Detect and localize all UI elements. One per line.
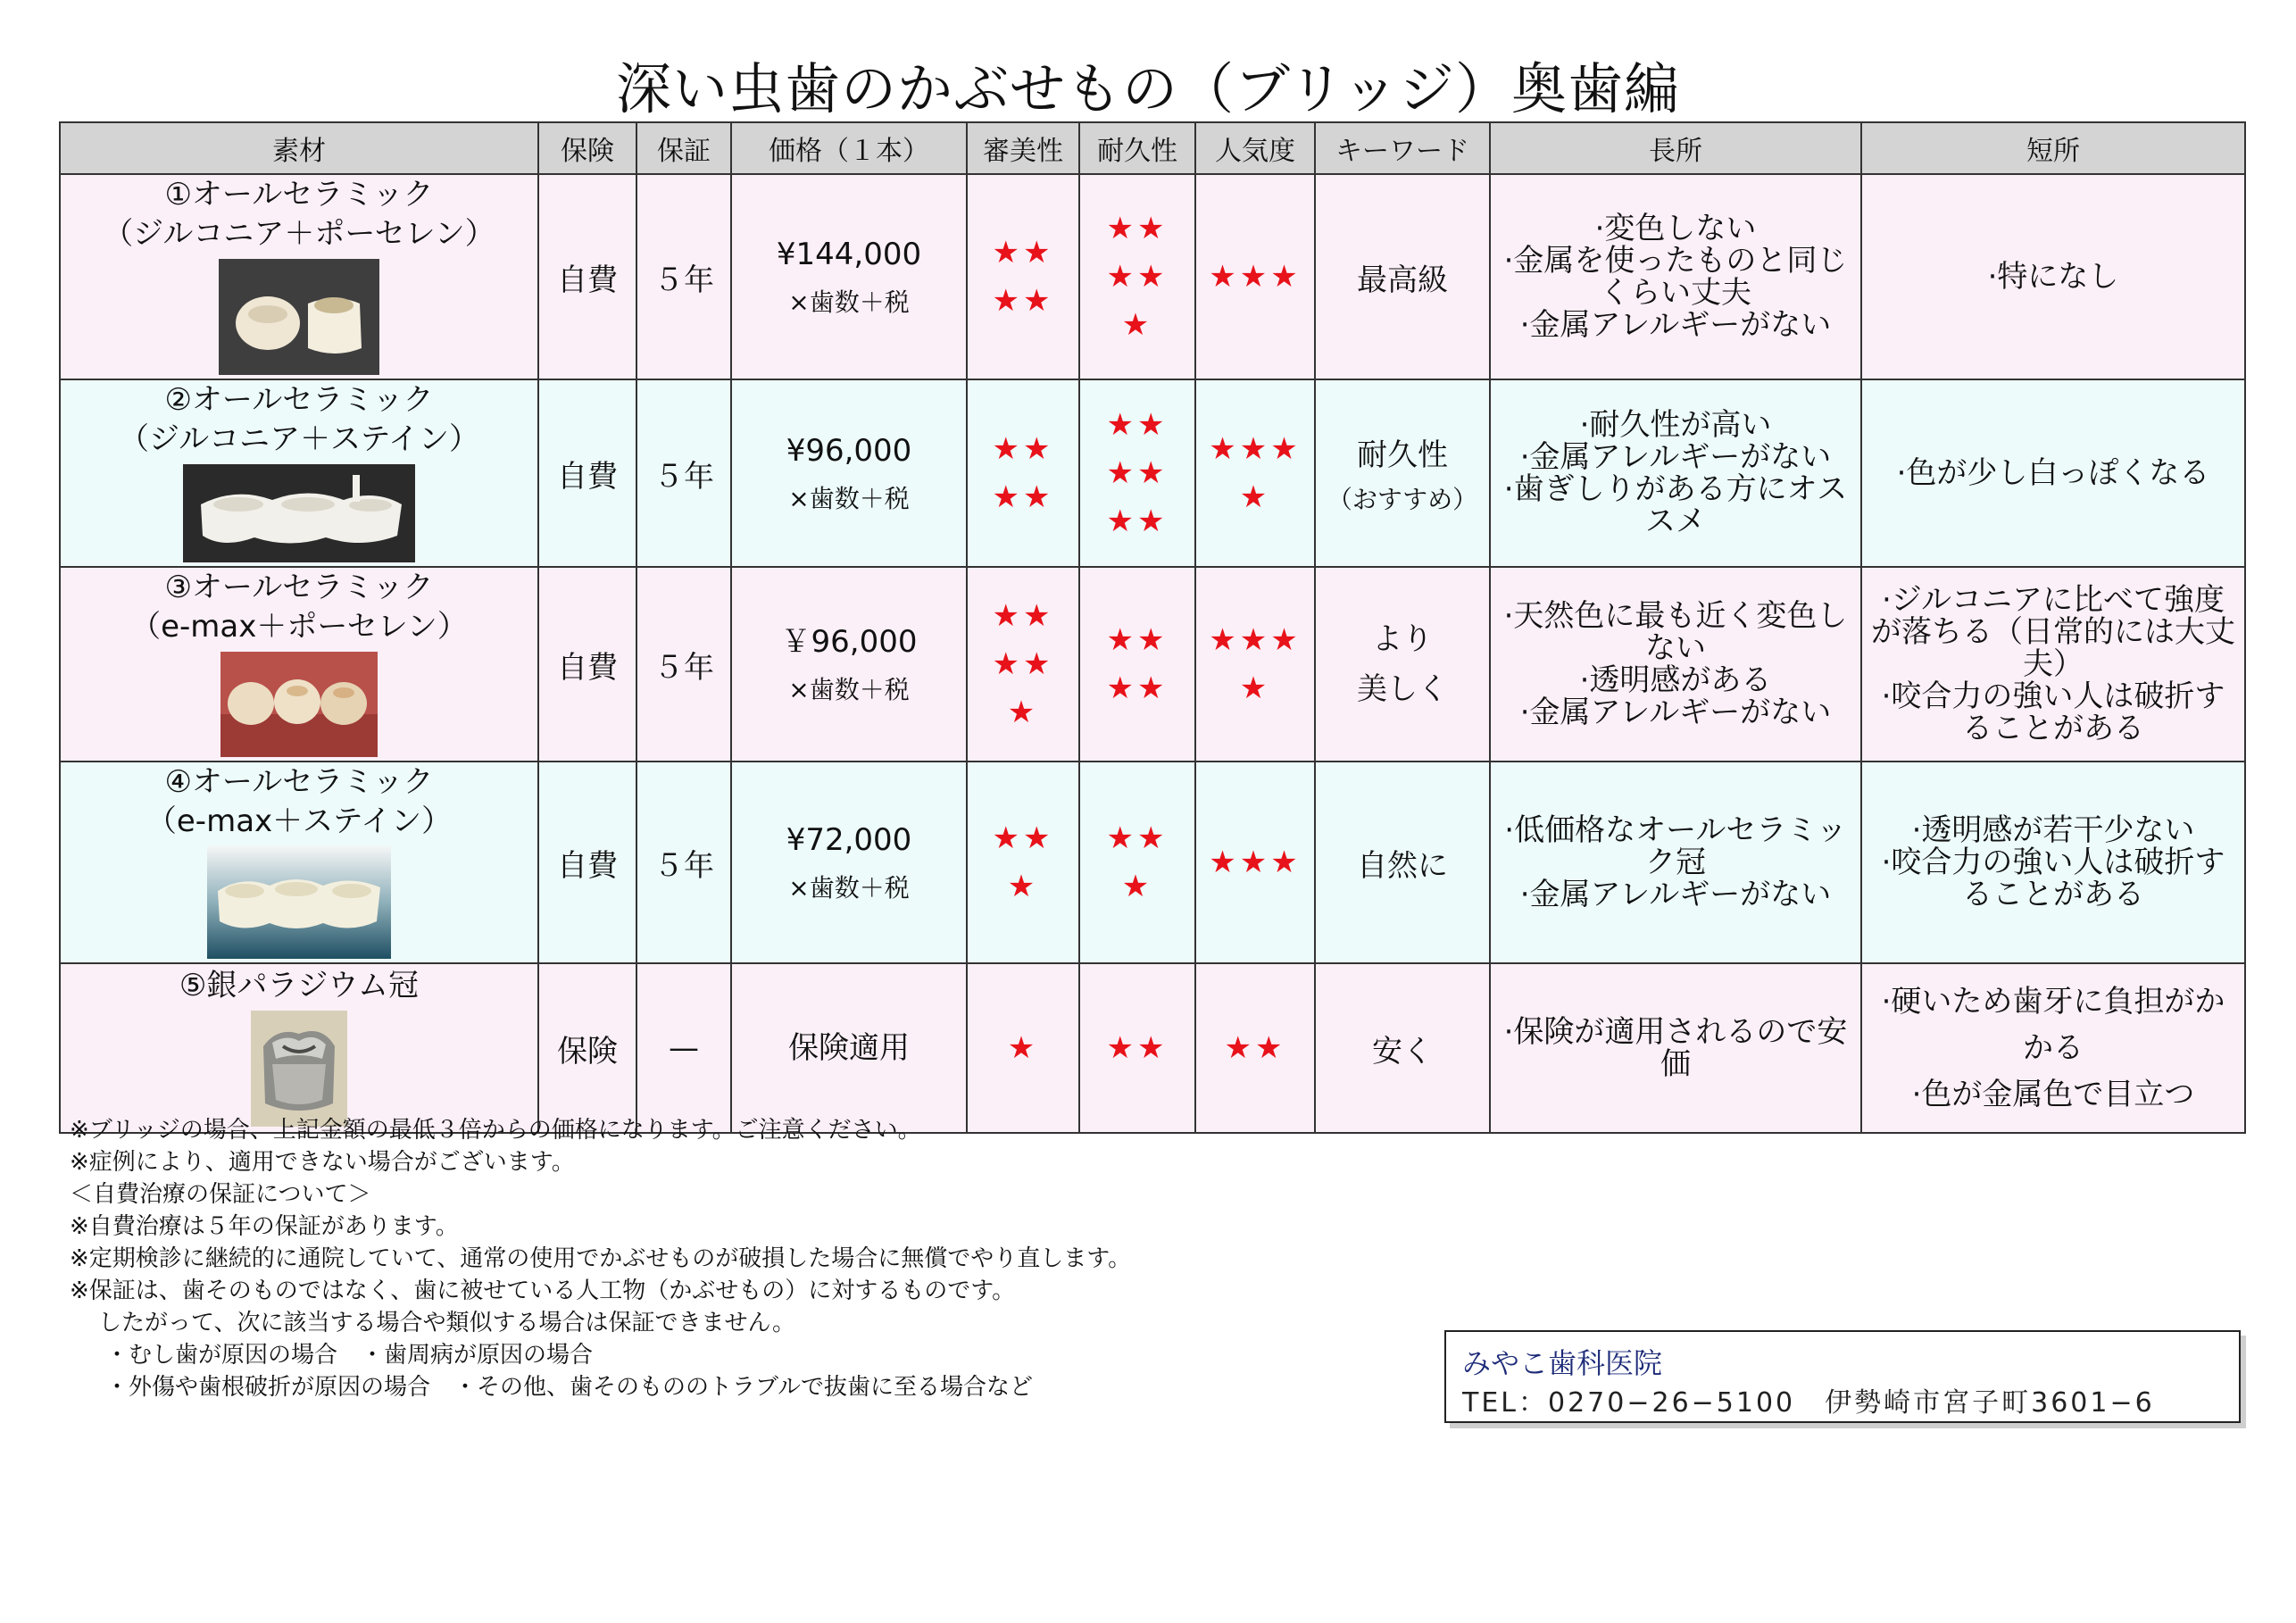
price-value: 保険適用	[788, 1030, 910, 1066]
price-cell	[731, 379, 967, 567]
cons-item: ·咬合力の強い人は破折することがある	[1881, 678, 2225, 746]
cons-item: ·色が金属色で目立つ	[1911, 1077, 2195, 1112]
page-title: 深い虫歯のかぶせもの（ブリッジ）奥歯編	[615, 56, 1681, 121]
star-line: ★★	[992, 235, 1054, 270]
header-cons: 短所	[1861, 122, 2245, 174]
material-cell	[60, 567, 538, 762]
footnotes	[70, 1114, 1131, 1403]
pros-item: ·金属アレルギーがない	[1519, 307, 1832, 343]
durability-rating	[1079, 762, 1195, 963]
price-note: ×歯数＋税	[788, 675, 910, 704]
durability-rating	[1079, 567, 1195, 762]
keyword-text-line2: 美しく	[1357, 671, 1448, 707]
star-line: ★★	[992, 820, 1054, 856]
pros-cell	[1490, 762, 1861, 963]
header-pros: 長所	[1490, 122, 1861, 174]
header-keyword: キーワード	[1315, 122, 1490, 174]
keyword-subtext: （おすすめ）	[1327, 485, 1478, 514]
star-line: ★★	[992, 598, 1054, 634]
header-material: 素材	[60, 122, 538, 174]
clinic-name: みやこ歯科医院	[1462, 1346, 1663, 1380]
keyword-cell	[1315, 174, 1490, 379]
keyword-cell	[1315, 567, 1490, 762]
price-value: ¥144,000	[776, 237, 922, 272]
insurance-cell: 自費	[538, 379, 636, 567]
header-insurance: 保険	[538, 122, 636, 174]
popularity-rating	[1195, 174, 1315, 379]
pros-cell	[1490, 379, 1861, 567]
bridge-photo	[183, 464, 415, 562]
aesthetic-rating	[967, 567, 1079, 762]
cons-item: ·ジルコニアに比べて強度が落ちる（日常的には大丈夫）	[1871, 582, 2235, 682]
pros-item: ·金属アレルギーがない	[1519, 695, 1832, 730]
material-cell	[60, 963, 538, 1133]
cons-cell	[1861, 379, 2245, 567]
star-line: ★	[1239, 479, 1271, 515]
aesthetic-rating	[967, 174, 1079, 379]
price-value: ¥96,000	[786, 433, 912, 469]
pros-cell	[1490, 963, 1861, 1133]
popularity-rating	[1195, 963, 1315, 1133]
pros-cell	[1490, 567, 1861, 762]
material-subname: （e-max＋ポーセレン）	[130, 609, 468, 645]
star-line: ★★★	[1209, 622, 1302, 658]
bridge-photo	[207, 846, 391, 959]
material-subname: （e-max＋ステイン）	[146, 803, 453, 839]
price-note: ×歯数＋税	[788, 873, 910, 903]
star-line: ★	[1007, 869, 1039, 904]
star-line: ★★	[992, 646, 1054, 682]
table-row	[60, 174, 2245, 379]
pros-item: ·歯ぎしりがある方にオススメ	[1503, 471, 1848, 539]
header-popularity: 人気度	[1195, 122, 1315, 174]
table-header-row	[60, 122, 2245, 174]
footnote: ※定期検診に継続的に通院していて、通常の使用でかぶせものが破損した場合に無償でやり直します。	[70, 1245, 1132, 1272]
star-line: ★	[1121, 307, 1153, 343]
insurance-cell: 自費	[538, 174, 636, 379]
star-line: ★★	[1224, 1030, 1286, 1066]
pros-item: ·金属アレルギーがない	[1519, 877, 1832, 912]
footnote: ※自費治療は５年の保証があります。	[70, 1213, 459, 1240]
warranty-cell: ５年	[636, 174, 731, 379]
pros-item: ·変色しない	[1594, 211, 1757, 246]
header-price: 価格（１本）	[731, 122, 967, 174]
popularity-rating	[1195, 567, 1315, 762]
star-line: ★★	[1106, 211, 1169, 246]
pros-item: ·耐久性が高い	[1579, 407, 1772, 443]
header-warranty: 保証	[636, 122, 731, 174]
insurance-cell: 自費	[538, 567, 636, 762]
keyword-cell	[1315, 762, 1490, 963]
price-value: ¥72,000	[786, 822, 912, 858]
star-line: ★★★	[1209, 259, 1302, 295]
cons-item: ·透明感が若干少ない	[1911, 812, 2195, 848]
footnote-bullet: ・むし歯が原因の場合 ・歯周病が原因の場合	[105, 1342, 594, 1369]
cons-item: ·咬合力の強い人は破折することがある	[1881, 845, 2225, 912]
price-note: ×歯数＋税	[788, 287, 910, 317]
table-row	[60, 762, 2245, 963]
material-name: ②オールセラミック	[164, 382, 434, 418]
cons-item: ·色が少し白っぽくなる	[1896, 455, 2210, 491]
material-name: ⑤銀パラジウム冠	[179, 968, 420, 1003]
footnote: ※保証は、歯そのものではなく、歯に被せている人工物（かぶせもの）に対するものです。	[70, 1278, 1016, 1304]
keyword-text: 最高級	[1357, 262, 1448, 298]
price-value: ￥96,000	[780, 624, 918, 660]
insurance-cell: 保険	[538, 963, 636, 1133]
material-cell	[60, 379, 538, 567]
crown-photo	[219, 259, 379, 375]
keyword-text: 安く	[1372, 1033, 1433, 1070]
star-line: ★★	[1106, 455, 1169, 491]
aesthetic-rating	[967, 379, 1079, 567]
star-line: ★	[1007, 695, 1039, 730]
material-name: ①オールセラミック	[164, 177, 434, 212]
pros-cell	[1490, 174, 1861, 379]
table-row	[60, 567, 2245, 762]
cons-cell	[1861, 762, 2245, 963]
keyword-cell	[1315, 963, 1490, 1133]
popularity-rating	[1195, 379, 1315, 567]
star-line: ★	[1121, 869, 1153, 904]
star-line: ★★	[1106, 1030, 1169, 1066]
keyword-text: 耐久性	[1357, 437, 1448, 473]
price-cell	[731, 174, 967, 379]
pros-item: ·低価格なオールセラミック冠	[1504, 812, 1847, 880]
material-name: ④オールセラミック	[164, 764, 434, 800]
pros-item: ·金属を使ったものと同じくらい丈夫	[1503, 243, 1848, 311]
footnote: したがって、次に該当する場合や類似する場合は保証できません。	[98, 1310, 796, 1336]
star-line: ★★	[1106, 622, 1169, 658]
metal-crown-photo	[251, 1011, 347, 1127]
cons-item: ·硬いため歯牙に負担がかかる	[1881, 984, 2225, 1066]
pros-item: ·天然色に最も近く変色しない	[1503, 598, 1848, 666]
durability-rating	[1079, 379, 1195, 567]
table-row	[60, 379, 2245, 567]
footnote: ※ブリッジの場合、上記金額の最低３倍からの価格になります。ご注意ください。	[70, 1117, 921, 1144]
table-row	[60, 963, 2245, 1133]
star-line: ★★	[1106, 504, 1169, 539]
material-subname: （ジルコニア＋ステイン）	[118, 421, 480, 457]
star-line: ★★★	[1209, 431, 1302, 467]
cons-cell	[1861, 174, 2245, 379]
footnote: ※症例により、適用できない場合がございます。	[70, 1149, 575, 1176]
price-cell	[731, 963, 967, 1133]
keyword-cell	[1315, 379, 1490, 567]
clinic-contact: TEL：0270−26−5100 伊勢崎市宮子町3601−6	[1462, 1387, 2155, 1419]
star-line: ★★	[1106, 259, 1169, 295]
material-name: ③オールセラミック	[164, 570, 434, 605]
comparison-table	[59, 121, 2246, 1134]
aesthetic-rating	[967, 762, 1079, 963]
star-line: ★★	[992, 431, 1054, 467]
aesthetic-rating	[967, 963, 1079, 1133]
price-cell	[731, 567, 967, 762]
star-line: ★	[1007, 1030, 1039, 1066]
popularity-rating	[1195, 762, 1315, 963]
material-cell	[60, 174, 538, 379]
star-line: ★★	[992, 283, 1054, 319]
keyword-text: より	[1372, 621, 1433, 657]
star-line: ★★	[992, 479, 1054, 515]
warranty-cell: ５年	[636, 379, 731, 567]
pros-item: ·保険が適用されるので安価	[1503, 1014, 1848, 1082]
keyword-text: 自然に	[1357, 847, 1448, 884]
price-cell	[731, 762, 967, 963]
warranty-cell: ５年	[636, 567, 731, 762]
price-note: ×歯数＋税	[788, 484, 910, 513]
durability-rating	[1079, 963, 1195, 1133]
footnote: ＜自費治療の保証について＞	[70, 1181, 371, 1208]
warranty-cell: —	[636, 963, 731, 1133]
star-line: ★★	[1106, 670, 1169, 706]
star-line: ★★★	[1209, 845, 1302, 880]
star-line: ★★	[1106, 407, 1169, 443]
header-durability: 耐久性	[1079, 122, 1195, 174]
header-aesthetic: 審美性	[967, 122, 1079, 174]
durability-rating	[1079, 174, 1195, 379]
star-line: ★★	[1106, 820, 1169, 856]
warranty-cell: ５年	[636, 762, 731, 963]
cons-cell	[1861, 963, 2245, 1133]
clinic-info-box	[1444, 1330, 2241, 1423]
pros-item: ·透明感がある	[1579, 662, 1772, 698]
footnote-bullet: ・外傷や歯根破折が原因の場合 ・その他、歯そのもののトラブルで抜歯に至る場合など	[105, 1374, 1033, 1401]
cons-cell	[1861, 567, 2245, 762]
cons-item: ·特になし	[1987, 259, 2119, 295]
teeth-photo	[220, 652, 378, 757]
material-cell	[60, 762, 538, 963]
insurance-cell: 自費	[538, 762, 636, 963]
pros-item: ·金属アレルギーがない	[1519, 439, 1832, 475]
material-subname: （ジルコニア＋ポーセレン）	[103, 216, 495, 252]
star-line: ★	[1239, 670, 1271, 706]
